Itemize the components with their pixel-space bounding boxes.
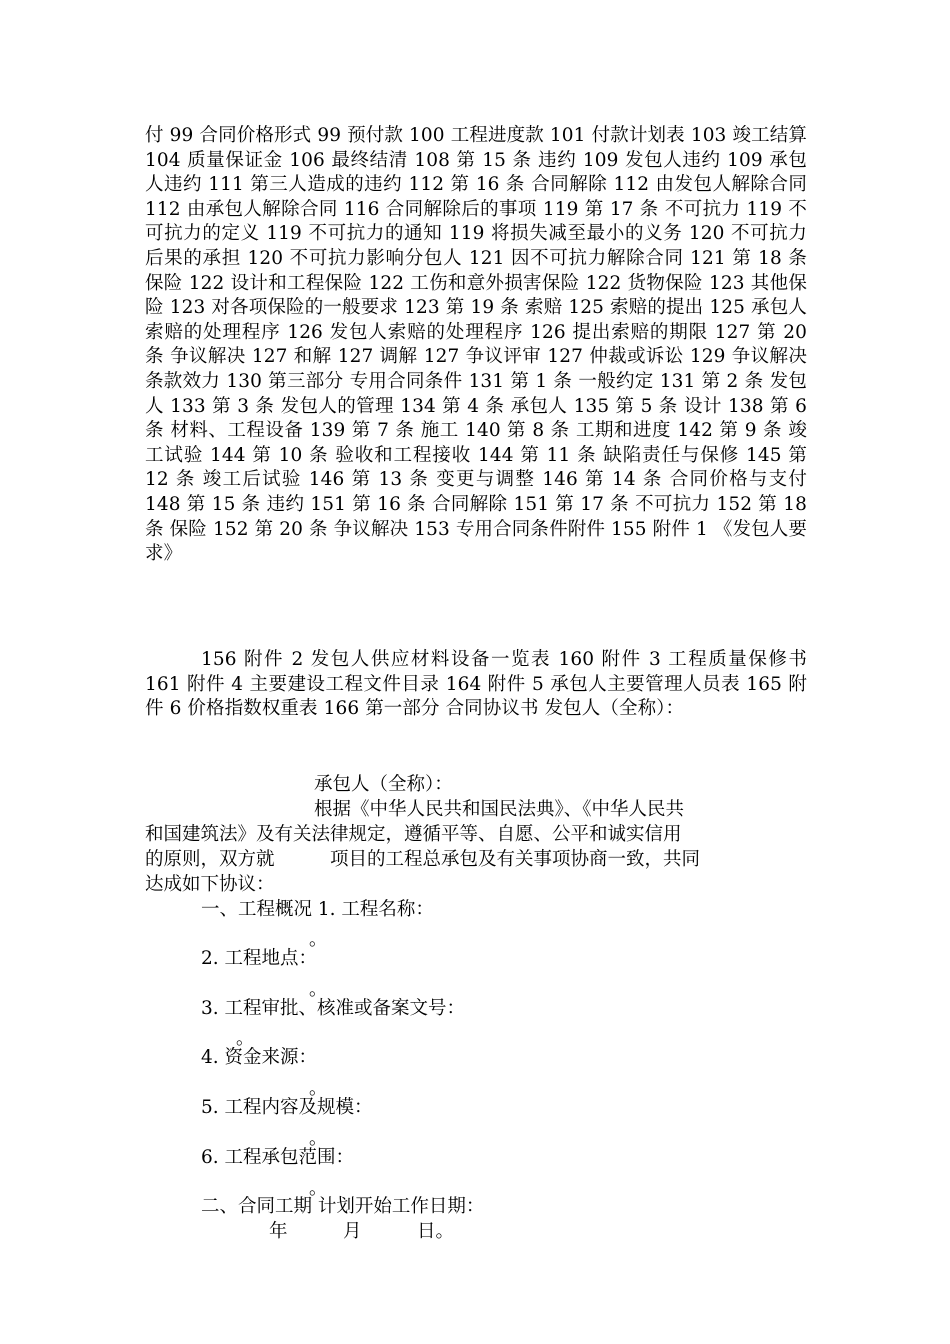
agreement-line-2: 和国建筑法》及有关法律规定，遵循平等、自愿、公平和诚实信用 [145,824,682,845]
table-of-contents-text: 付 99 合同价格形式 99 预付款 100 工程进度款 101 付款计划表 103 竣工结算 104 质量保证金 106 最终结清 108 第 15 条 违约 109 发包人违约 109 承包人违约 111 第三人造成的违约 112 第 16 条 合同解除 112 由发包人解除合同 112 由承包人解除合同 116 合同解除后的事项 119 第 17 条 不可抗力 119 不可抗力的定义 119 不可抗力的通知 119 将损失减至最小的义务 120 不可抗力后果的承担 120 不可抗力影响分包人 121 因不可抗力解除合同 121 第 18 条 保险 122 设计和工程保险 122 工伤和意外损害保险 122 货物保险 123 其他保险 123 对各项保险的一般要求 123 第 19 条 索赔 125 索赔的提出 125 承包人索赔的处理程序 126 发包人索赔的处理程序 126 提出索赔的期限 127 第 20 条 争议解决 127 和解 127 调解 127 争议评审 127 仲裁或诉讼 129 争议解决条款效力 130 第三部分 专用合同条件 131 第 1 条 一般约定 131 第 2 条 发包人 133 第 3 条 发包人的管理 134 第 4 条 承包人 135 第 5 条 设计 138 第 6 条 材料、工程设备 139 第 7 条 施工 140 第 8 条 工期和进度 142 第 9 条 竣工试验 144 第 10 条 验收和工程接收 144 第 11 条 缺陷责任与保修 145 第 12 条 竣工后试验 146 第 13 条 变更与调整 146 第 14 条 合同价格与支付 148 第 15 条 违约 151 第 16 条 合同解除 151 第 17 条 不可抗力 152 第 18 条 保险 152 第 20 条 争议解决 153 专用合同条件附件 155 附件 1 《发包人要求》 [145,125,807,565]
item-project-scope: 5. 工程内容及规模： [201,1097,373,1118]
blank-terminator: 。 [236,1028,254,1049]
table-of-contents-continued: 156 附件 2 发包人供应材料设备一览表 160 附件 3 工程质量保修书 161 附件 4 主要建设工程文件目录 164 附件 5 承包人主要管理人员表 165 附件 6 价格指数权重表 166 第一部分 合同协议书 发包人（全称）： [145,649,807,720]
agreement-line-1: 根据《中华人民共和国民法典》、《中华人民共 [314,799,685,820]
blank-terminator: 。 [309,929,327,950]
item-fund-source: 4. 资金来源： [201,1047,318,1068]
blank-terminator: 。 [309,1128,327,1149]
blank-terminator: 。 [309,1078,327,1099]
item-project-location: 2. 工程地点： [201,948,318,969]
section-contract-period: 二、合同工期 计划开始工作日期： [201,1196,485,1217]
section-project-overview: 一、工程概况 1. 工程名称： [201,899,434,920]
blank-terminator: 。 [309,1178,327,1199]
agreement-line-4: 达成如下协议： [145,874,275,895]
contractor-name-line: 承包人（全称）： [314,774,453,795]
date-line: 年 月 日。 [269,1221,455,1242]
item-approval-number: 3. 工程审批、核准或备案文号： [201,998,466,1019]
blank-terminator: 。 [309,979,327,1000]
item-contract-scope: 6. 工程承包范围： [201,1147,355,1168]
agreement-line-3: 的原则，双方就 项目的工程总承包及有关事项协商一致，共同 [145,849,701,870]
